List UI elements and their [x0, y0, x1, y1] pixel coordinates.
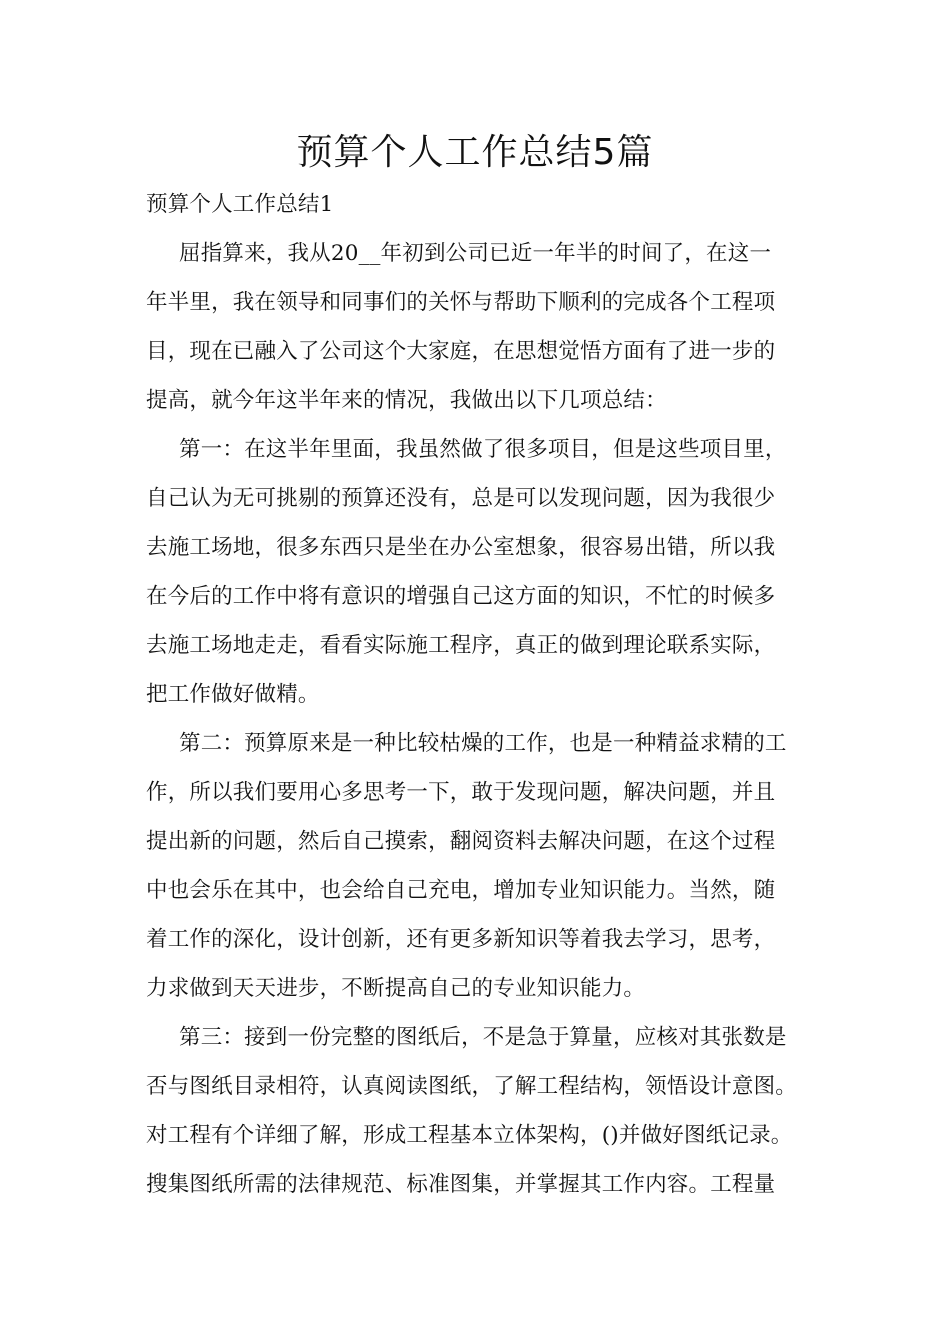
text-line: 在今后的工作中将有意识的增强自己这方面的知识，不忙的时候多 [146, 584, 776, 609]
text-line: 目，现在已融入了公司这个大家庭，在思想觉悟方面有了进一步的 [146, 339, 776, 364]
text-line: 作，所以我们要用心多思考一下，敢于发现问题，解决问题，并且 [146, 780, 776, 805]
text-line: 中也会乐在其中，也会给自己充电，增加专业知识能力。当然，随 [146, 878, 776, 903]
text-line: 对工程有个详细了解，形成工程基本立体架构，()并做好图纸记录。 [146, 1123, 793, 1148]
document-body [146, 180, 826, 1209]
document-title: 预算个人工作总结5篇 [296, 132, 654, 173]
text-line: 第三：接到一份完整的图纸后，不是急于算量，应核对其张数是 [179, 1025, 787, 1050]
text-line: 年半里，我在领导和同事们的关怀与帮助下顺利的完成各个工程项 [146, 290, 776, 315]
section-heading: 预算个人工作总结1 [146, 192, 334, 217]
text-line: 搜集图纸所需的法律规范、标准图集，并掌握其工作内容。工程量 [146, 1172, 776, 1197]
paragraph-2 [146, 425, 826, 719]
text-line: 去施工场地，很多东西只是坐在办公室想象，很容易出错，所以我 [146, 535, 776, 560]
text-line: 否与图纸目录相符，认真阅读图纸，了解工程结构，领悟设计意图。 [146, 1074, 798, 1099]
text-line: 提高，就今年这半年来的情况，我做出以下几项总结： [146, 388, 667, 413]
text-line: 自己认为无可挑剔的预算还没有，总是可以发现问题，因为我很少 [146, 486, 776, 511]
text-line: 第一：在这半年里面，我虽然做了很多项目，但是这些项目里， [179, 437, 787, 462]
text-line: 力求做到天天进步，不断提高自己的专业知识能力。 [146, 976, 646, 1001]
paragraph-4 [146, 1013, 826, 1209]
text-line: 屈指算来，我从20__年初到公司已近一年半的时间了，在这一 [179, 241, 772, 266]
paragraph-3 [146, 719, 826, 1013]
paragraph-1 [146, 229, 826, 425]
text-line: 提出新的问题，然后自己摸索，翻阅资料去解决问题，在这个过程 [146, 829, 776, 854]
text-line: 把工作做好做精。 [146, 682, 320, 707]
text-line: 着工作的深化，设计创新，还有更多新知识等着我去学习，思考， [146, 927, 776, 952]
text-line: 去施工场地走走，看看实际施工程序，真正的做到理论联系实际， [146, 633, 776, 658]
text-line: 第二：预算原来是一种比较枯燥的工作，也是一种精益求精的工 [179, 731, 787, 756]
